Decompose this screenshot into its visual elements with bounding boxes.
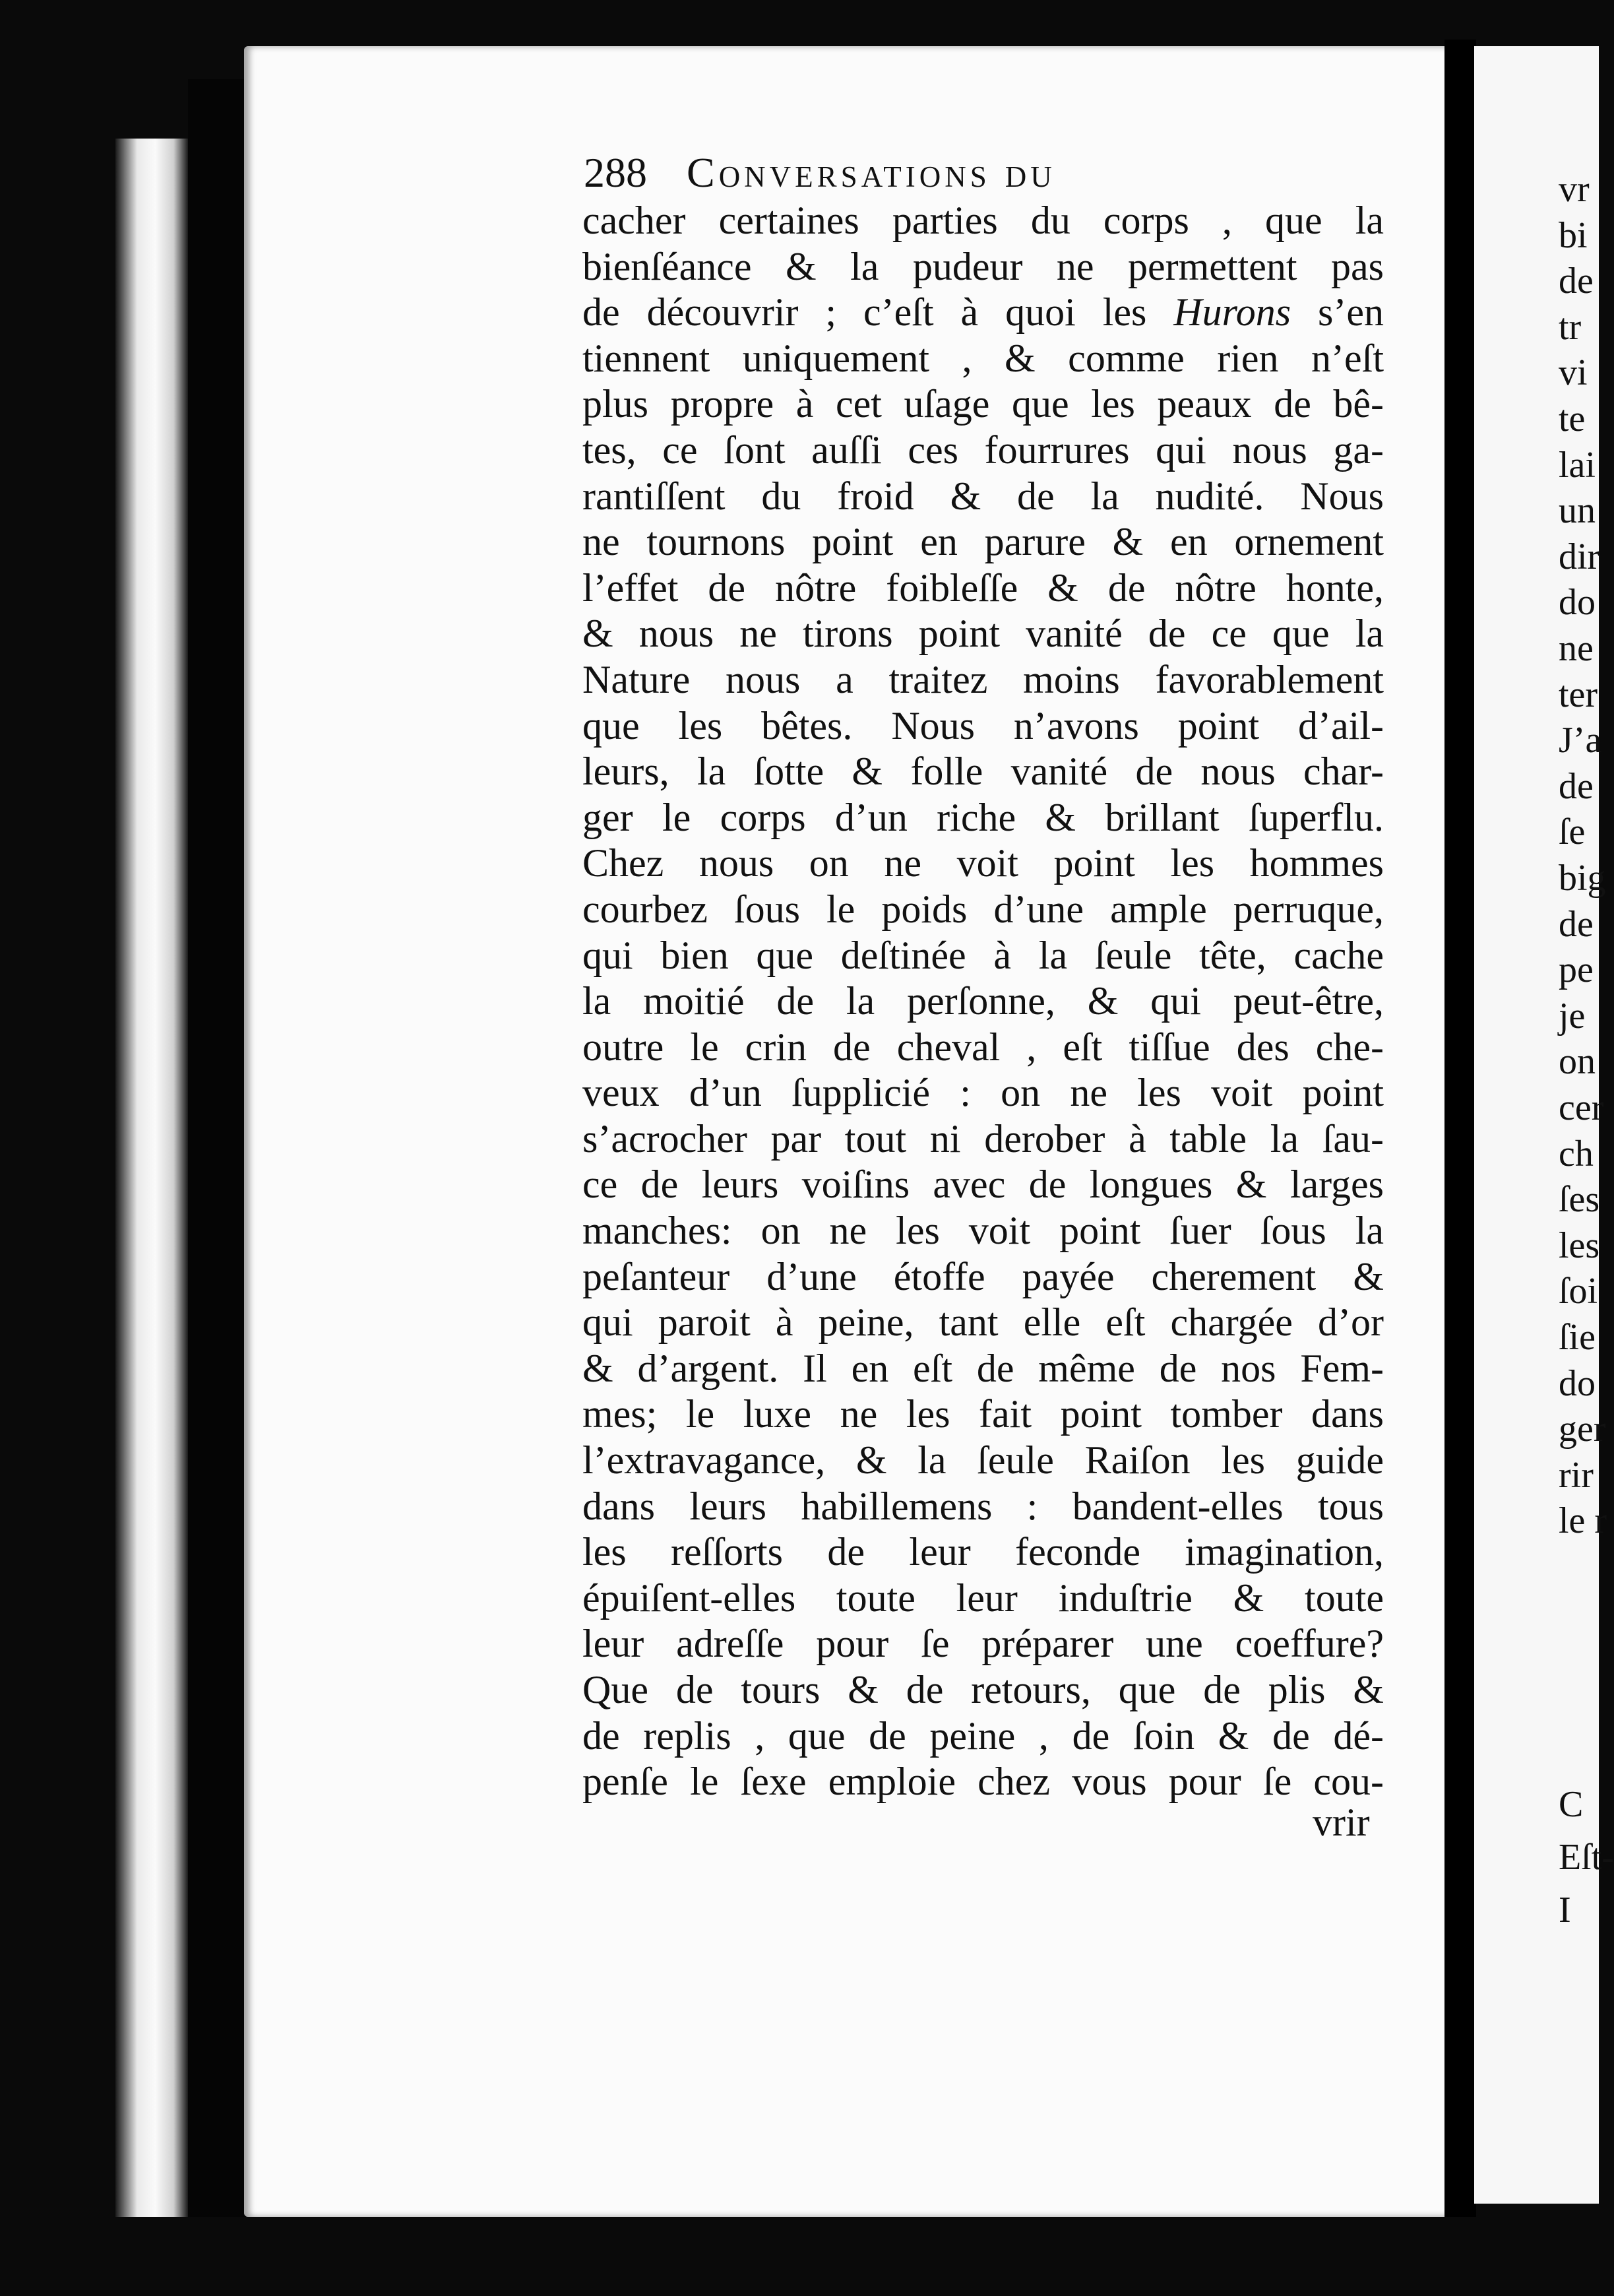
text-line: tes, ce ſont auſſi ces fourrures qui nous ga- <box>582 428 1384 472</box>
text-line: Chez nous on ne voit point les hommes <box>582 841 1384 885</box>
facing-page-fragment: tr <box>1559 306 1582 348</box>
text-line: Que de tours & de retours, que de plis & <box>582 1668 1384 1711</box>
facing-page-fragment: lai <box>1559 444 1596 486</box>
facing-page-fragment: de <box>1559 903 1594 945</box>
text-line: qui paroit à peine, tant elle eſt chargée d’or <box>582 1300 1384 1345</box>
facing-page-fragment: je <box>1559 995 1586 1036</box>
text-line: & d’argent. Il en eſt de même de nos Fem- <box>582 1346 1384 1390</box>
text-line: courbez ſous le poids d’une ample perruque, <box>582 887 1384 931</box>
facing-page-fragment: I <box>1559 1890 1571 1930</box>
text-line: l’extravagance, & la ſeule Raiſon les guide <box>582 1438 1384 1483</box>
page-number: 288 <box>584 149 647 196</box>
text-line: l’effet de nôtre foibleſſe & de nôtre honte, <box>582 565 1384 610</box>
facing-page-fragment: cer <box>1559 1087 1604 1128</box>
text-line: ne tournons point en parure & en ornement <box>582 520 1384 564</box>
facing-page-fragment: un <box>1559 490 1596 532</box>
facing-page-fragment: rir <box>1559 1454 1594 1496</box>
text-line: mes; le luxe ne les fait point tomber dans <box>582 1392 1384 1436</box>
text-line: leur adreſſe pour ſe préparer une coeffure? <box>582 1622 1384 1666</box>
text-line: Nature nous a traitez moins favorablement <box>582 657 1384 701</box>
text-line: qui bien que deſtinée à la ſeule tête, cache <box>582 933 1384 977</box>
facing-page-fragment: ſoi <box>1559 1271 1598 1312</box>
text-line: outre le crin de cheval , eſt tiſſue des che- <box>582 1025 1384 1069</box>
text-line: de replis , que de peine , de ſoin & de dé- <box>582 1713 1384 1758</box>
facing-page-fragment: ſes <box>1559 1179 1600 1221</box>
text-line-with-italic: de découvrir ; c’eſt à quoi les Hurons s’en <box>582 290 1384 335</box>
text-line: leurs, la ſotte & folle vanité de nous char- <box>582 749 1384 794</box>
facing-page-fragment: te <box>1559 399 1586 439</box>
text-line: tiennent uniquement , & comme rien n’eſt <box>582 336 1384 380</box>
text-line: ger le corps d’un riche & brillant ſuperflu. <box>582 795 1384 839</box>
facing-page-fragment: J’a <box>1559 720 1602 761</box>
book-binding-shadow <box>188 79 247 2217</box>
facing-page-fragment: vr <box>1559 169 1590 210</box>
text-line: que les bêtes. Nous n’avons point d’ail- <box>582 703 1384 748</box>
facing-page-fragment: le r <box>1559 1500 1607 1542</box>
text-line: penſe le ſexe emploie chez vous pour ſe cou- <box>582 1760 1384 1804</box>
catchword: vrir <box>1313 1801 1370 1844</box>
text-line: cacher certaines parties du corps , que la <box>582 199 1384 242</box>
text-line: la moitié de la perſonne, & qui peut-être, <box>582 979 1384 1023</box>
facing-page-fragment: les <box>1559 1225 1600 1266</box>
book-fore-edge <box>115 139 188 2217</box>
facing-page-fragment: do <box>1559 1362 1596 1404</box>
text-line: & nous ne tirons point vanité de ce que la <box>582 612 1384 656</box>
text-line: rantiſſent du froid & de la nudité. Nous <box>582 474 1384 518</box>
text-line: épuiſent-elles toute leur induſtrie & toute <box>582 1576 1384 1620</box>
text-line: les reſſorts de leur feconde imagination, <box>582 1530 1384 1574</box>
text-line: plus propre à cet uſage que les peaux de bê- <box>582 382 1384 426</box>
text-line: bienſéance & la pudeur ne permettent pas <box>582 244 1384 288</box>
text-line: ce de leurs voiſins avec de longues & larges <box>582 1163 1384 1207</box>
facing-page-fragment: C <box>1559 1784 1584 1825</box>
facing-page-fragment: bi <box>1559 214 1588 256</box>
facing-page-fragment: ſie <box>1559 1317 1596 1358</box>
text-line: manches: on ne les voit point ſuer ſous la <box>582 1209 1384 1253</box>
text-line: dans leurs habillemens : bandent-elles tous <box>582 1484 1384 1528</box>
facing-page-fragment: big <box>1559 858 1606 899</box>
facing-page-fragment: ter <box>1559 674 1598 715</box>
facing-page-fragment: de <box>1559 765 1594 807</box>
facing-page <box>1474 46 1614 2204</box>
facing-page-fragment: Eſt- <box>1559 1837 1614 1878</box>
italic-word: Hurons <box>1173 290 1291 335</box>
facing-page-fragment: ger <box>1559 1409 1606 1450</box>
body-text <box>582 198 1384 1805</box>
facing-page-fragment: vi <box>1559 352 1588 394</box>
book-gutter <box>1444 40 1476 2217</box>
facing-page-fragment: on <box>1559 1041 1596 1083</box>
facing-page-fragment: do <box>1559 582 1596 623</box>
facing-page-fragment: pe <box>1559 949 1594 991</box>
facing-page-fragment: ch <box>1559 1133 1594 1174</box>
facing-page-fragment: ſe <box>1559 812 1586 853</box>
facing-page-fragment: de <box>1559 261 1594 302</box>
running-title: Conversations du <box>687 149 1056 196</box>
text-line: veux d’un ſupplicié : on ne les voit point <box>582 1071 1384 1115</box>
facing-page-fragment: dir <box>1559 536 1600 577</box>
facing-page-fragment: ne <box>1559 628 1594 669</box>
text-line: peſanteur d’une étoffe payée cherement & <box>582 1254 1384 1298</box>
text-line: s’acrocher par tout ni derober à table la ſau- <box>582 1116 1384 1161</box>
running-head <box>584 148 1056 197</box>
